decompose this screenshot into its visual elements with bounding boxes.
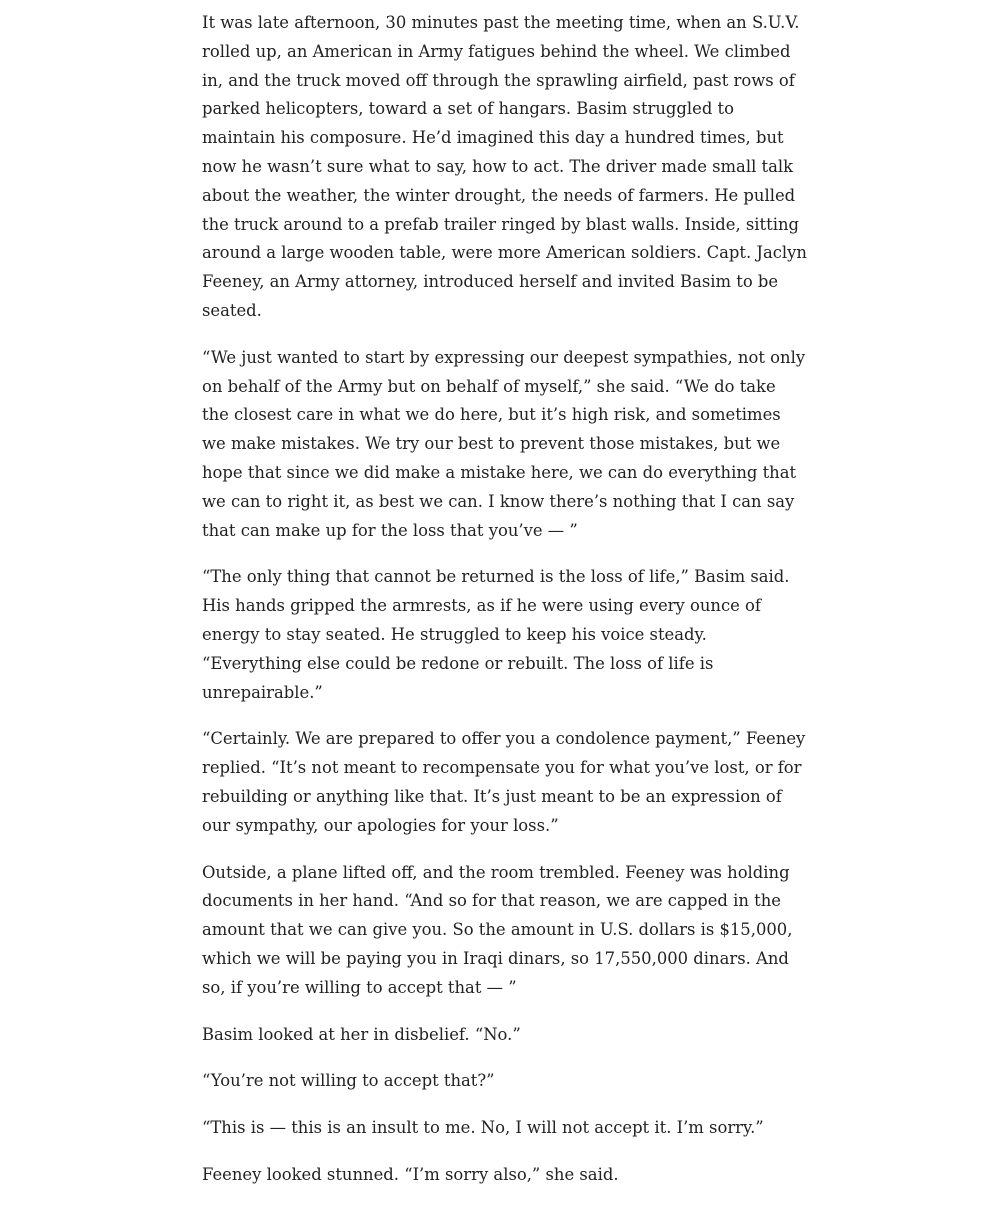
article-body: [202, 9, 807, 1208]
paragraph-condolence-payment: “Certainly. We are prepared to offer you a condolence payment,” Feeney replied. “It’s not meant to recompensate you for what you’ve lost, or for rebuilding or anything like that. It’s just meant to be an expression of our sympathy, our apologies for your loss.”: [202, 729, 806, 835]
paragraph-feeney-sympathies: “We just wanted to start by expressing our deepest sympathies, not only on behalf of the Army but on behalf of myself,” she said. “We do take the closest care in what we do here, but it’s high risk, and sometimes we make mistakes. We try our best to prevent those mistakes, but we hope that since we did make a mistake here, we can do everything that we can to right it, as best we can. I know there’s nothing that I can say that can make up for the loss that you’ve — ”: [202, 347, 806, 540]
paragraph-insult: “This is — this is an insult to me. No, I will not accept it. I’m sorry.”: [202, 1118, 764, 1138]
paragraph-payment-amount: Outside, a plane lifted off, and the room trembled. Feeney was holding documents in her hand. “And so for that reason, we are capped in the amount that we can give you. So the amount in U.S. dollars is $15,000, which we will be paying you in Iraqi dinars, so 17,550,000 dinars. And so, if you’re willing to accept that — ”: [202, 862, 793, 997]
paragraph-feeney-question: “You’re not willing to accept that?”: [202, 1071, 495, 1091]
paragraph-basim-loss-of-life: “The only thing that cannot be returned is the loss of life,” Basim said. His hands gripped the armrests, as if he were using every ounce of energy to stay seated. He struggled to keep his voice steady. “Everything else could be redone or rebuilt. The loss of life is unrepairable.”: [202, 567, 790, 702]
paragraph-arrival: It was late afternoon, 30 minutes past the meeting time, when an S.U.V. rolled up, an American in Army fatigues behind the wheel. We climbed in, and the truck moved off through the sprawling airfield, past rows of parked helicopters, toward a set of hangars. Basim struggled to maintain his composure. He’d imagined this day a hundred times, but now he wasn’t sure what to say, how to act. The driver made small talk about the weather, the winter drought, the needs of farmers. He pulled the truck around to a prefab trailer ringed by blast walls. Inside, sitting around a large wooden table, were more American soldiers. Capt. Jaclyn Feeney, an Army attorney, introduced herself and invited Basim to be seated.: [202, 13, 807, 320]
paragraph-feeney-stunned: Feeney looked stunned. “I’m sorry also,” she said.: [202, 1164, 619, 1184]
paragraph-basim-refuses: Basim looked at her in disbelief. “No.”: [202, 1024, 521, 1044]
